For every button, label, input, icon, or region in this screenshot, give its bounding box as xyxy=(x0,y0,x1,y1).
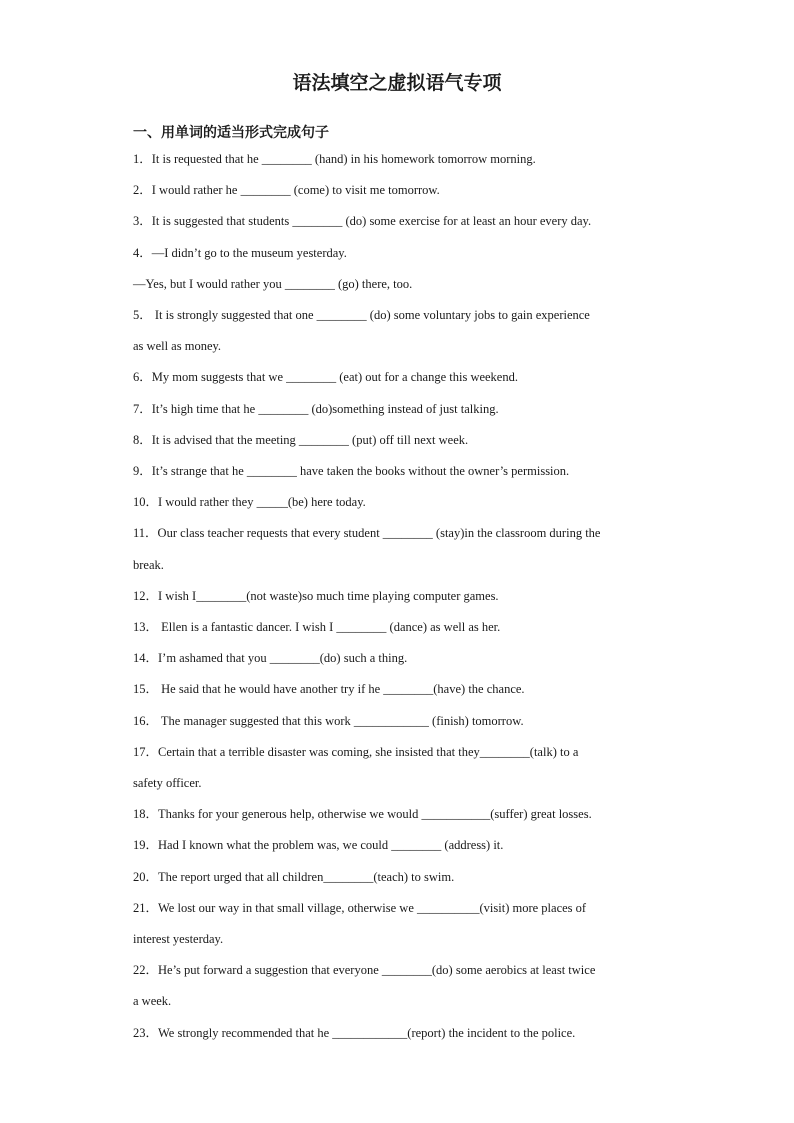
exercise-line: 12．I wish I________(not waste)so much time playing computer games. xyxy=(133,588,499,603)
exercise-line: 10．I would rather they _____(be) here today. xyxy=(133,495,366,510)
exercise-line: 17．Certain that a terrible disaster was coming, she insisted that they________(talk) to a xyxy=(133,744,579,759)
exercise-line: 1．It is requested that he ________ (hand) in his homework tomorrow morning. xyxy=(133,152,536,166)
exercise-line: 20．The report urged that all children________(teach) to swim. xyxy=(133,869,455,884)
section-heading: 一、用单词的适当形式完成句子 xyxy=(133,125,329,141)
exercise-line: 9．It’s strange that he ________ have taken the books without the owner’s permission. xyxy=(133,464,570,478)
exercise-line: 23．We strongly recommended that he ____________(report) the incident to the police. xyxy=(133,1025,576,1040)
exercise-line: 11．Our class teacher requests that every student ________ (stay)in the classroom during the xyxy=(133,526,601,541)
exercise-line: 22．He’s put forward a suggestion that everyone ________(do) some aerobics at least twice xyxy=(133,963,596,978)
exercise-line: safety officer. xyxy=(133,776,202,790)
exercise-line: 4．—I didn’t go to the museum yesterday. xyxy=(133,245,347,260)
exercise-line: 5． It is strongly suggested that one ________ (do) some voluntary jobs to gain experience xyxy=(133,308,590,322)
exercise-line: 13． Ellen is a fantastic dancer. I wish I ________ (dance) as well as her. xyxy=(133,620,501,634)
exercise-line: 15． He said that he would have another try if he ________(have) the chance. xyxy=(133,682,525,697)
exercise-line: 6．My mom suggests that we ________ (eat) out for a change this weekend. xyxy=(133,370,518,385)
exercise-line: 14．I’m ashamed that you ________(do) such a thing. xyxy=(133,651,408,666)
exercise-line: 19．Had I known what the problem was, we could ________ (address) it. xyxy=(133,838,504,853)
document-title: 语法填空之虚拟语气专项 xyxy=(292,72,502,94)
exercise-line: 3．It is suggested that students ________ (do) some exercise for at least an hour every day. xyxy=(133,214,592,229)
exercise-line: interest yesterday. xyxy=(133,932,224,946)
exercise-line: 18．Thanks for your generous help, otherwise we would ___________(suffer) great losses. xyxy=(133,807,592,822)
exercise-line: 21．We lost our way in that small village, otherwise we __________(visit) more places of xyxy=(133,900,587,915)
exercise-line: 16． The manager suggested that this work ____________ (finish) tomorrow. xyxy=(133,713,524,728)
exercise-line: 8．It is advised that the meeting ________ (put) off till next week. xyxy=(133,432,469,447)
exercise-line: a week. xyxy=(133,994,172,1009)
exercise-line: —Yes, but I would rather you ________ (go) there, too. xyxy=(133,276,413,291)
exercise-line: as well as money. xyxy=(133,339,222,354)
exercise-line: break. xyxy=(133,557,164,572)
exercise-line: 7．It’s high time that he ________ (do)something instead of just talking. xyxy=(133,401,499,416)
exercise-line: 2．I would rather he ________ (come) to visit me tomorrow. xyxy=(133,183,440,198)
